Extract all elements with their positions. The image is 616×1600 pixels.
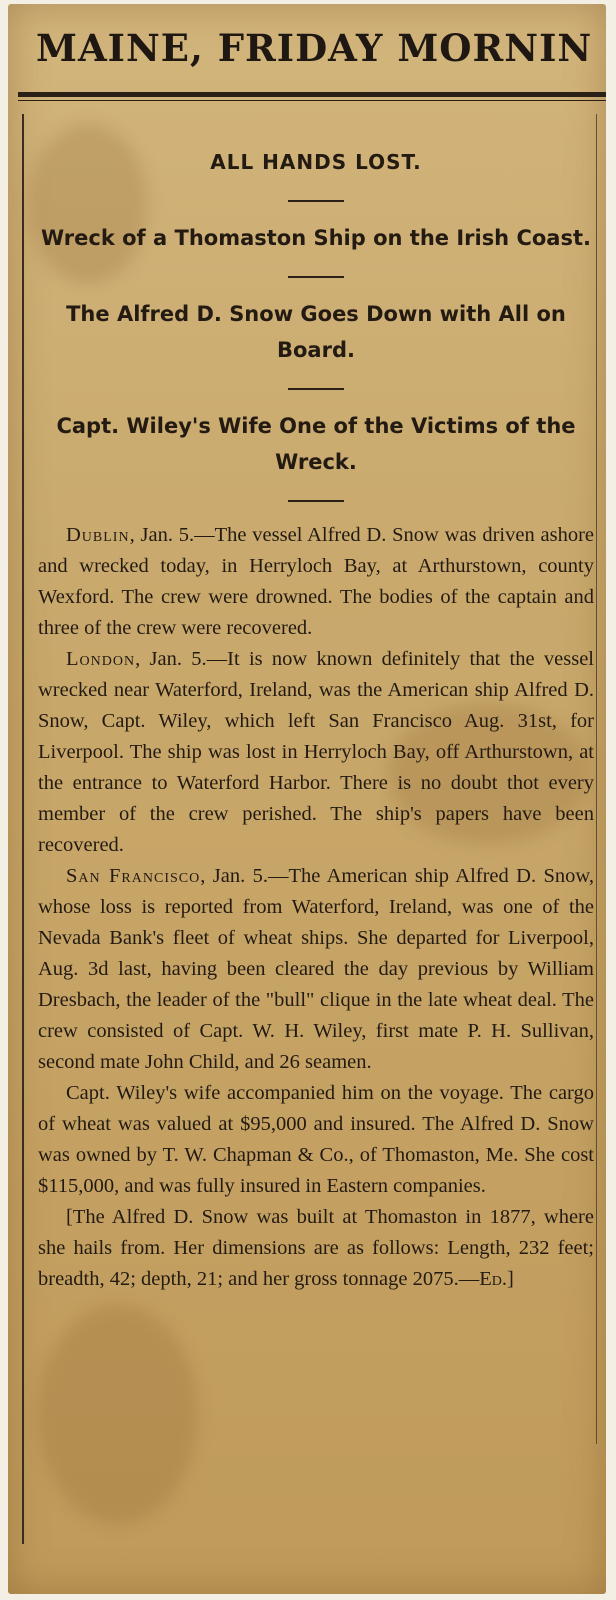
dateline: Dublin (66, 524, 130, 546)
paragraph-text: [The Alfred D. Snow was built at Thomaston in 1877, where she hails from. Her dimensions are as follows: Length, 232 feet; breadth, 42; depth, 21; and her gross tonnage 2075.— (38, 1206, 594, 1290)
editor-mark: Ed. (479, 1268, 507, 1290)
paragraph-text: , Jan. 5.—The American ship Alfred D. Snow, whose loss is reported from Waterford, Ireland, was one of the Nevada Bank's fleet of wheat ships. She departed for Liverpool, Aug. 3d last, having been cleared the day previous by William Dresbach, the leader of the "bull" clique in the late wheat deal. The crew consisted of Capt. W. H. Wiley, first mate P. H. Sullivan, second mate John Child, and 26 seamen. (38, 865, 594, 1073)
article (38, 144, 594, 1295)
column-rule-right (596, 114, 597, 1444)
stain (38, 1304, 198, 1524)
divider (288, 200, 344, 202)
column-rule-left (22, 114, 24, 1544)
paragraph-wife (38, 1078, 594, 1202)
divider (288, 388, 344, 390)
paragraph-text: , Jan. 5.—The vessel Alfred D. Snow was driven ashore and wrecked today, in Herryloch Bay, at Arthurstown, county Wexford. The crew were drowned. The bodies of the captain and three of the crew were recovered. (38, 524, 594, 639)
paragraph-text: , Jan. 5.—It is now known definitely that the vessel wrecked near Waterford, Ireland, was the American ship Alfred D. Snow, Capt. Wiley, which left San Francisco Aug. 31st, for Liverpool. The ship was lost in Herryloch Bay, off Arthurstown, at the entrance to Waterford Harbor. There is no doubt thot every member of the crew perished. The ship's papers have been recovered. (38, 648, 594, 856)
paragraph-text: Capt. Wiley's wife accompanied him on the voyage. The cargo of wheat was valued at $95,000 and insured. The Alfred D. Snow was owned by T. W. Chapman & Co., of Thomaston, Me. She cost $115,000, and was fully insured in Eastern companies. (38, 1082, 594, 1197)
paragraph-editor-note (38, 1202, 594, 1295)
masthead: MAINE, FRIDAY MORNIN (36, 26, 593, 70)
paragraph-dublin (38, 520, 594, 644)
masthead-rule-thin (18, 100, 606, 101)
dateline: London (66, 648, 136, 670)
headline-main: ALL HANDS LOST. (210, 150, 422, 174)
subheadline: Capt. Wiley's Wife One of the Victims of the Wreck. (56, 414, 576, 474)
divider (288, 500, 344, 502)
divider (288, 276, 344, 278)
subheadline: The Alfred D. Snow Goes Down with All on Board. (66, 302, 566, 362)
paragraph-san-francisco (38, 861, 594, 1078)
bracket-close: ] (507, 1268, 514, 1290)
article-body (38, 520, 594, 1295)
masthead-rule (18, 92, 606, 97)
paragraph-london (38, 644, 594, 861)
dateline: San Francisco (66, 865, 201, 887)
newspaper-clipping (8, 4, 606, 1594)
subheadline: Wreck of a Thomaston Ship on the Irish Coast. (41, 226, 591, 250)
